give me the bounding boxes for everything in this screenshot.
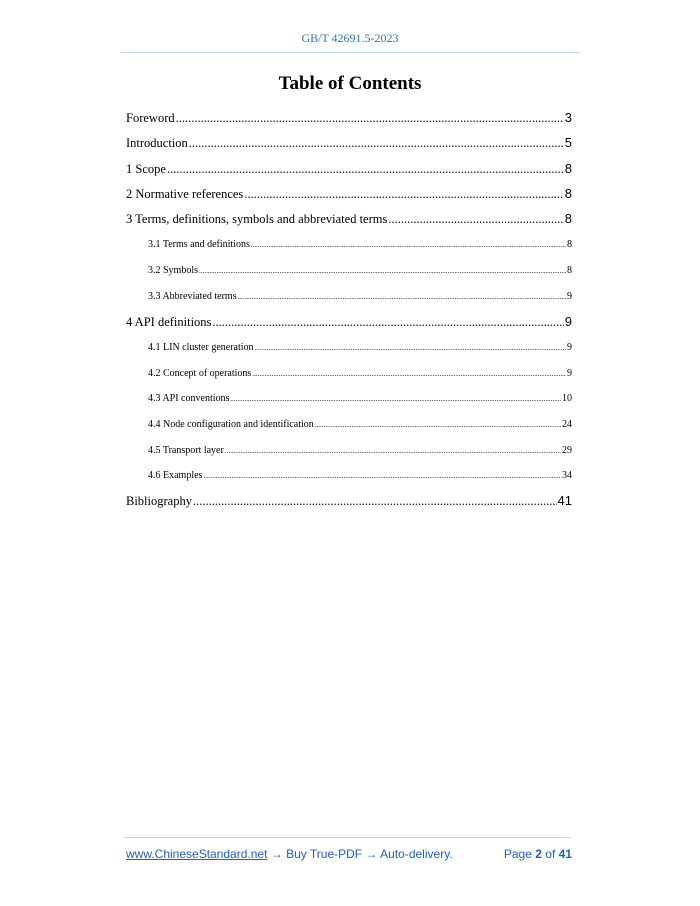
toc-subentry-page: 10 xyxy=(562,393,572,405)
toc-entry-label: 4 API definitions xyxy=(126,314,212,329)
toc-subentry-label: 4.5 Transport layer xyxy=(148,444,224,456)
page-indicator xyxy=(504,847,572,861)
footer-divider xyxy=(124,837,571,838)
toc-subentry-page: 8 xyxy=(567,239,572,251)
toc-subentry-page: 34 xyxy=(562,470,572,482)
toc-entry-page: 3 xyxy=(564,110,572,125)
toc-subentry-label: 4.6 Examples xyxy=(148,470,203,482)
toc-subentry[interactable] xyxy=(126,234,572,260)
toc-subentry[interactable] xyxy=(126,260,572,286)
website-link[interactable]: www.ChineseStandard.net xyxy=(126,847,268,861)
page-footer xyxy=(126,847,572,861)
toc-entry-label: Introduction xyxy=(126,136,188,151)
toc-subentry-label: 3.3 Abbreviated terms xyxy=(148,290,237,302)
toc-subentry-page: 9 xyxy=(567,290,572,302)
toc-entry[interactable] xyxy=(126,133,572,158)
toc-subentry-label: 3.2 Symbols xyxy=(148,265,199,277)
toc-entry-page: 8 xyxy=(564,211,572,227)
page-label: Page xyxy=(503,847,532,861)
toc-entry[interactable] xyxy=(126,108,572,133)
toc-dot-leader xyxy=(252,368,566,381)
arrow-right-icon: → xyxy=(270,847,283,861)
toc-subentry[interactable] xyxy=(126,337,572,363)
toc-subentry-page: 29 xyxy=(562,444,572,456)
toc-subentry-page: 8 xyxy=(567,265,572,277)
toc-subentry-page: 9 xyxy=(567,341,572,353)
toc-subentry[interactable] xyxy=(126,414,572,440)
toc-entry[interactable] xyxy=(126,312,572,337)
toc-dot-leader xyxy=(193,493,557,509)
toc-dot-leader xyxy=(315,419,561,432)
toc-entry[interactable] xyxy=(126,184,572,209)
table-of-contents xyxy=(126,108,572,516)
toc-dot-leader xyxy=(176,110,564,126)
page-of-label: of xyxy=(545,847,556,861)
toc-entry-label: 1 Scope xyxy=(126,161,166,176)
toc-dot-leader xyxy=(238,291,566,304)
toc-dot-leader xyxy=(212,314,563,330)
toc-dot-leader xyxy=(203,470,561,483)
header-divider xyxy=(121,52,581,53)
toc-dot-leader xyxy=(225,445,561,458)
toc-subentry[interactable] xyxy=(126,286,572,312)
toc-dot-leader xyxy=(388,211,563,227)
toc-subentry-label: 4.3 API conventions xyxy=(148,393,230,405)
toc-entry[interactable] xyxy=(126,491,572,516)
toc-subentry[interactable] xyxy=(126,465,572,491)
toc-dot-leader xyxy=(230,393,561,406)
toc-subentry-label: 4.4 Node configuration and identification xyxy=(148,418,314,430)
page-title: Table of Contents xyxy=(278,73,422,94)
auto-delivery-text: Auto-delivery. xyxy=(380,847,453,861)
toc-subentry-page: 9 xyxy=(567,367,572,379)
buy-pdf-text: Buy True-PDF xyxy=(286,847,363,861)
toc-subentry[interactable] xyxy=(126,440,572,466)
toc-entry-page: 8 xyxy=(564,185,572,201)
toc-dot-leader xyxy=(189,135,564,151)
current-page-number: 2 xyxy=(535,847,542,861)
total-pages-number: 41 xyxy=(558,847,572,861)
toc-entry-page: 5 xyxy=(564,135,572,151)
toc-dot-leader xyxy=(251,239,566,252)
toc-entry-label: Bibliography xyxy=(126,493,192,508)
toc-entry-page: 8 xyxy=(564,160,572,176)
toc-entry-label: 3 Terms, definitions, symbols and abbreviated terms xyxy=(126,212,388,227)
toc-entry-label: Foreword xyxy=(126,111,175,125)
toc-entry-page: 9 xyxy=(564,313,572,329)
toc-subentry-label: 4.2 Concept of operations xyxy=(148,367,252,379)
toc-entry[interactable] xyxy=(126,159,572,184)
toc-entry[interactable] xyxy=(126,209,572,234)
toc-dot-leader xyxy=(255,342,566,355)
toc-subentry-page: 24 xyxy=(562,418,572,430)
toc-subentry-label: 3.1 Terms and definitions xyxy=(148,239,250,251)
toc-dot-leader xyxy=(199,265,566,278)
toc-dot-leader xyxy=(167,161,564,177)
toc-entry-label: 2 Normative references xyxy=(126,186,244,201)
toc-subentry[interactable] xyxy=(126,363,572,389)
toc-subentry-label: 4.1 LIN cluster generation xyxy=(148,341,254,353)
toc-dot-leader xyxy=(244,186,563,202)
toc-subentry[interactable] xyxy=(126,388,572,414)
toc-entry-page: 41 xyxy=(557,492,572,508)
standard-code-header: GB/T 42691.5-2023 xyxy=(301,31,399,45)
arrow-right-icon: → xyxy=(365,847,378,861)
